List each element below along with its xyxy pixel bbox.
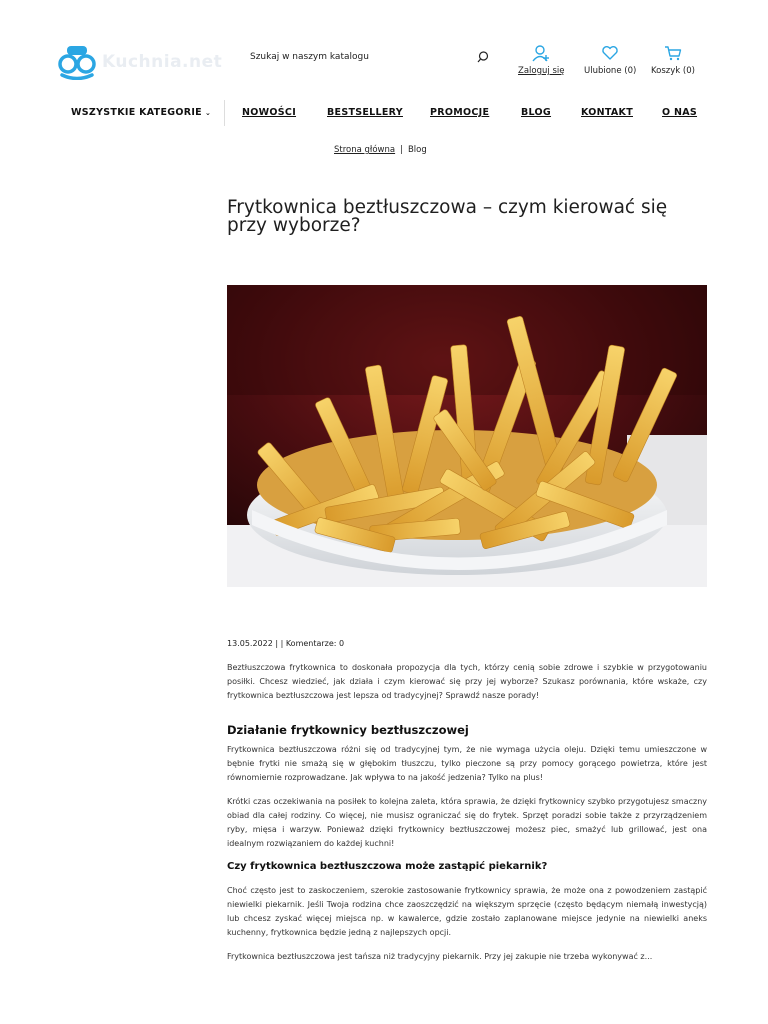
nav-item-bestsellery[interactable]: BESTSELLERY xyxy=(327,107,403,118)
breadcrumb-separator: | xyxy=(400,145,403,155)
search-input[interactable]: Szukaj w naszym katalogu xyxy=(250,52,369,62)
search-bar[interactable] xyxy=(250,44,490,70)
all-categories-menu[interactable] xyxy=(71,107,211,118)
article-paragraph: Krótki czas oczekiwania na posiłek to kolejna zaleta, która sprawia, że dzięki frytkownicy szybko przygotujesz smaczny obiad dla całej rodziny. Co więcej, nie musisz ograniczać się do frytek. Sprzęt poradzi sobie także z przyrządzeniem ryby, mięsa i warzyw. Ponieważ dzięki frytkownicy beztłuszczowej możesz piec, smażyć lub grillować, jest ona idealnym rozwiązaniem do każdej kuchni! xyxy=(227,797,707,848)
article-title: Frytkownica beztłuszczowa – czym kierować się przy wyborze? xyxy=(227,197,668,236)
article-intro: Beztłuszczowa frytkownica to doskonała propozycja dla tych, którzy cenią sobie zdrowe i szybkie w przygotowaniu posiłki. Chcesz wiedzieć, jak działa i czym kierować się przy jej wyborze? Szukasz porównania, które wskaże, czy frytkownica beztłuszczowa jest lepsza od tradycyjnej? Sprawdź nasze porady! xyxy=(227,663,707,700)
nav-item-nowosci[interactable]: NOWOŚCI xyxy=(242,107,297,118)
article-meta: 13.05.2022 | | Komentarze: 0 xyxy=(227,639,345,648)
breadcrumb-current: Blog xyxy=(407,145,427,155)
nav-item-blog[interactable]: BLOG xyxy=(521,107,552,118)
logo-text: Kuchnia.net xyxy=(102,52,223,72)
nav-item-o-nas[interactable]: O NAS xyxy=(662,107,698,118)
main-nav xyxy=(0,100,768,126)
site-logo[interactable] xyxy=(58,42,228,82)
breadcrumb xyxy=(334,145,427,155)
search-icon[interactable] xyxy=(476,50,490,64)
cart-label: Koszyk (0) xyxy=(651,66,695,76)
nav-item-promocje[interactable]: PROMOCJE xyxy=(430,107,490,118)
breadcrumb-home[interactable]: Strona główna xyxy=(334,145,396,155)
article-hero-image xyxy=(227,285,707,587)
nav-item-kontakt[interactable]: KONTAKT xyxy=(581,107,633,118)
login-link[interactable] xyxy=(518,44,564,76)
section-heading: Działanie frytkownicy beztłuszczowej xyxy=(227,723,469,737)
article-paragraph: Choć często jest to zaskoczeniem, szerokie zastosowanie frytkownicy sprawia, że może ona z powodzeniem zastąpić niewielki piekarnik. Jeśli Twoja rodzina chce zaoszczędzić na większym sprzęcie (często będącym niemałą inwestycją) lub chcesz zyskać więcej miejsca np. w kawalerce, gdzie zostało zaplanowane miejsce jedynie na niewielki aneks kuchenny, frytkownica będzie jedną z najlepszych opcji. xyxy=(227,886,707,937)
subsection-heading: Czy frytkownica beztłuszczowa może zastąpić piekarnik? xyxy=(227,861,548,872)
cart-link[interactable] xyxy=(651,44,695,76)
favorites-label: Ulubione (0) xyxy=(584,66,637,76)
cart-icon xyxy=(664,44,682,62)
favorites-link[interactable] xyxy=(584,44,636,76)
nav-divider xyxy=(224,100,225,126)
heart-icon xyxy=(601,44,619,62)
user-add-icon xyxy=(532,44,550,62)
all-categories-label: WSZYSTKIE KATEGORIE xyxy=(71,107,202,118)
chevron-down-icon: ⌄ xyxy=(204,108,212,117)
login-label: Zaloguj się xyxy=(518,66,565,76)
article-paragraph: Frytkownica beztłuszczowa jest tańsza niż tradycyjny piekarnik. Przy jej zakupie nie trzeba wykonywać z... xyxy=(227,952,653,961)
logo-glasses-icon xyxy=(58,44,96,80)
article-paragraph: Frytkownica beztłuszczowa różni się od tradycyjnej tym, że nie wymaga użycia oleju. Dzięki temu umieszczone w bębnie frytki nie smażą się w głębokim tłuszczu, tylko pieczone są przy pomocy gorącego powietrza, które jest równomiernie rozprowadzane. Jak wpływa to na jakość jedzenia? Tylko na plus! xyxy=(227,745,707,782)
article-content xyxy=(227,661,707,974)
